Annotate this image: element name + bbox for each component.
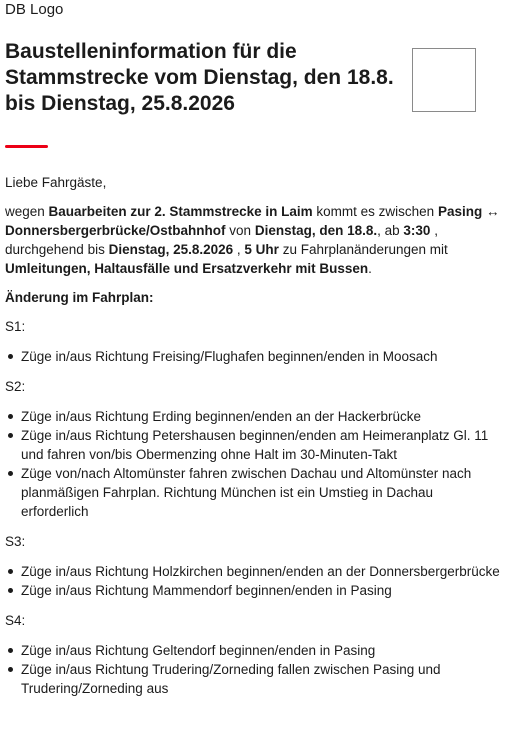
- intro-bold: Pasing ↔ Donnersbergerbrücke/Ostbahnhof: [5, 204, 500, 238]
- line-list-s2: [5, 407, 500, 521]
- intro-text: zu Fahrplanänderungen mit: [278, 242, 448, 257]
- page-title: Baustelleninformation für die Stammstrecke vom Dienstag, den 18.8. bis Dienstag, 25.8.2026: [5, 40, 394, 115]
- intro-text: , ab: [377, 223, 404, 238]
- intro-bold: 5 Uhr: [244, 242, 279, 257]
- intro-text: wegen: [5, 204, 49, 219]
- line-label-s4: S4:: [5, 613, 26, 628]
- article-body: [5, 173, 500, 709]
- list-item: Züge in/aus Richtung Petershausen beginnen/enden am Heimeranplatz Gl. 11 und fahren von/bis Obermenzing ohne Halt im 30-Minuten-Takt: [21, 426, 500, 464]
- intro-bold: Umleitungen, Haltausfälle und Ersatzverkehr mit Bussen: [5, 261, 369, 276]
- line-label-s1: S1:: [5, 319, 26, 334]
- list-item: Züge in/aus Richtung Freising/Flughafen beginnen/enden in Moosach: [21, 347, 500, 366]
- intro-text: von: [225, 223, 255, 238]
- list-item: Züge in/aus Richtung Erding beginnen/enden an der Hackerbrücke: [21, 407, 500, 426]
- line-label-s3: S3:: [5, 534, 26, 549]
- list-item: Züge in/aus Richtung Mammendorf beginnen/enden in Pasing: [21, 581, 500, 600]
- accent-divider: [5, 145, 48, 148]
- intro-bold: Bauarbeiten zur 2. Stammstrecke in Laim: [48, 204, 313, 219]
- intro-bold: Dienstag, 25.8.2026: [108, 242, 234, 257]
- intro-text: ,: [233, 242, 245, 257]
- list-item: Züge in/aus Richtung Holzkirchen beginnen/enden an der Donnersbergerbrücke: [21, 564, 500, 579]
- intro-bold: Dienstag, den 18.8.: [254, 223, 378, 238]
- changes-heading: Änderung im Fahrplan:: [5, 290, 154, 305]
- intro-bold: 3:30: [403, 223, 431, 238]
- list-item: Züge von/nach Altomünster fahren zwischen Dachau und Altomünster nach planmäßigen Fahrplan. Richtung München ist ein Umstieg in Dachau erforderlich: [21, 464, 500, 521]
- line-list-s1: [5, 347, 500, 366]
- db-logo: DB Logo: [5, 1, 64, 18]
- greeting: Liebe Fahrgäste,: [5, 175, 107, 190]
- list-item: Züge in/aus Richtung Trudering/Zorneding fallen zwischen Pasing und Trudering/Zorneding aus: [21, 660, 500, 698]
- intro-text: kommt es zwischen: [312, 204, 438, 219]
- intro-text: , durchgehend bis: [5, 223, 438, 257]
- line-label-s2: S2:: [5, 379, 26, 394]
- title-image-placeholder: [412, 48, 476, 112]
- intro-text: .: [368, 261, 372, 276]
- line-list-s3: [5, 562, 500, 600]
- list-item: Züge in/aus Richtung Geltendorf beginnen/enden in Pasing: [21, 641, 500, 660]
- intro-paragraph: [5, 202, 500, 278]
- line-list-s4: [5, 641, 500, 698]
